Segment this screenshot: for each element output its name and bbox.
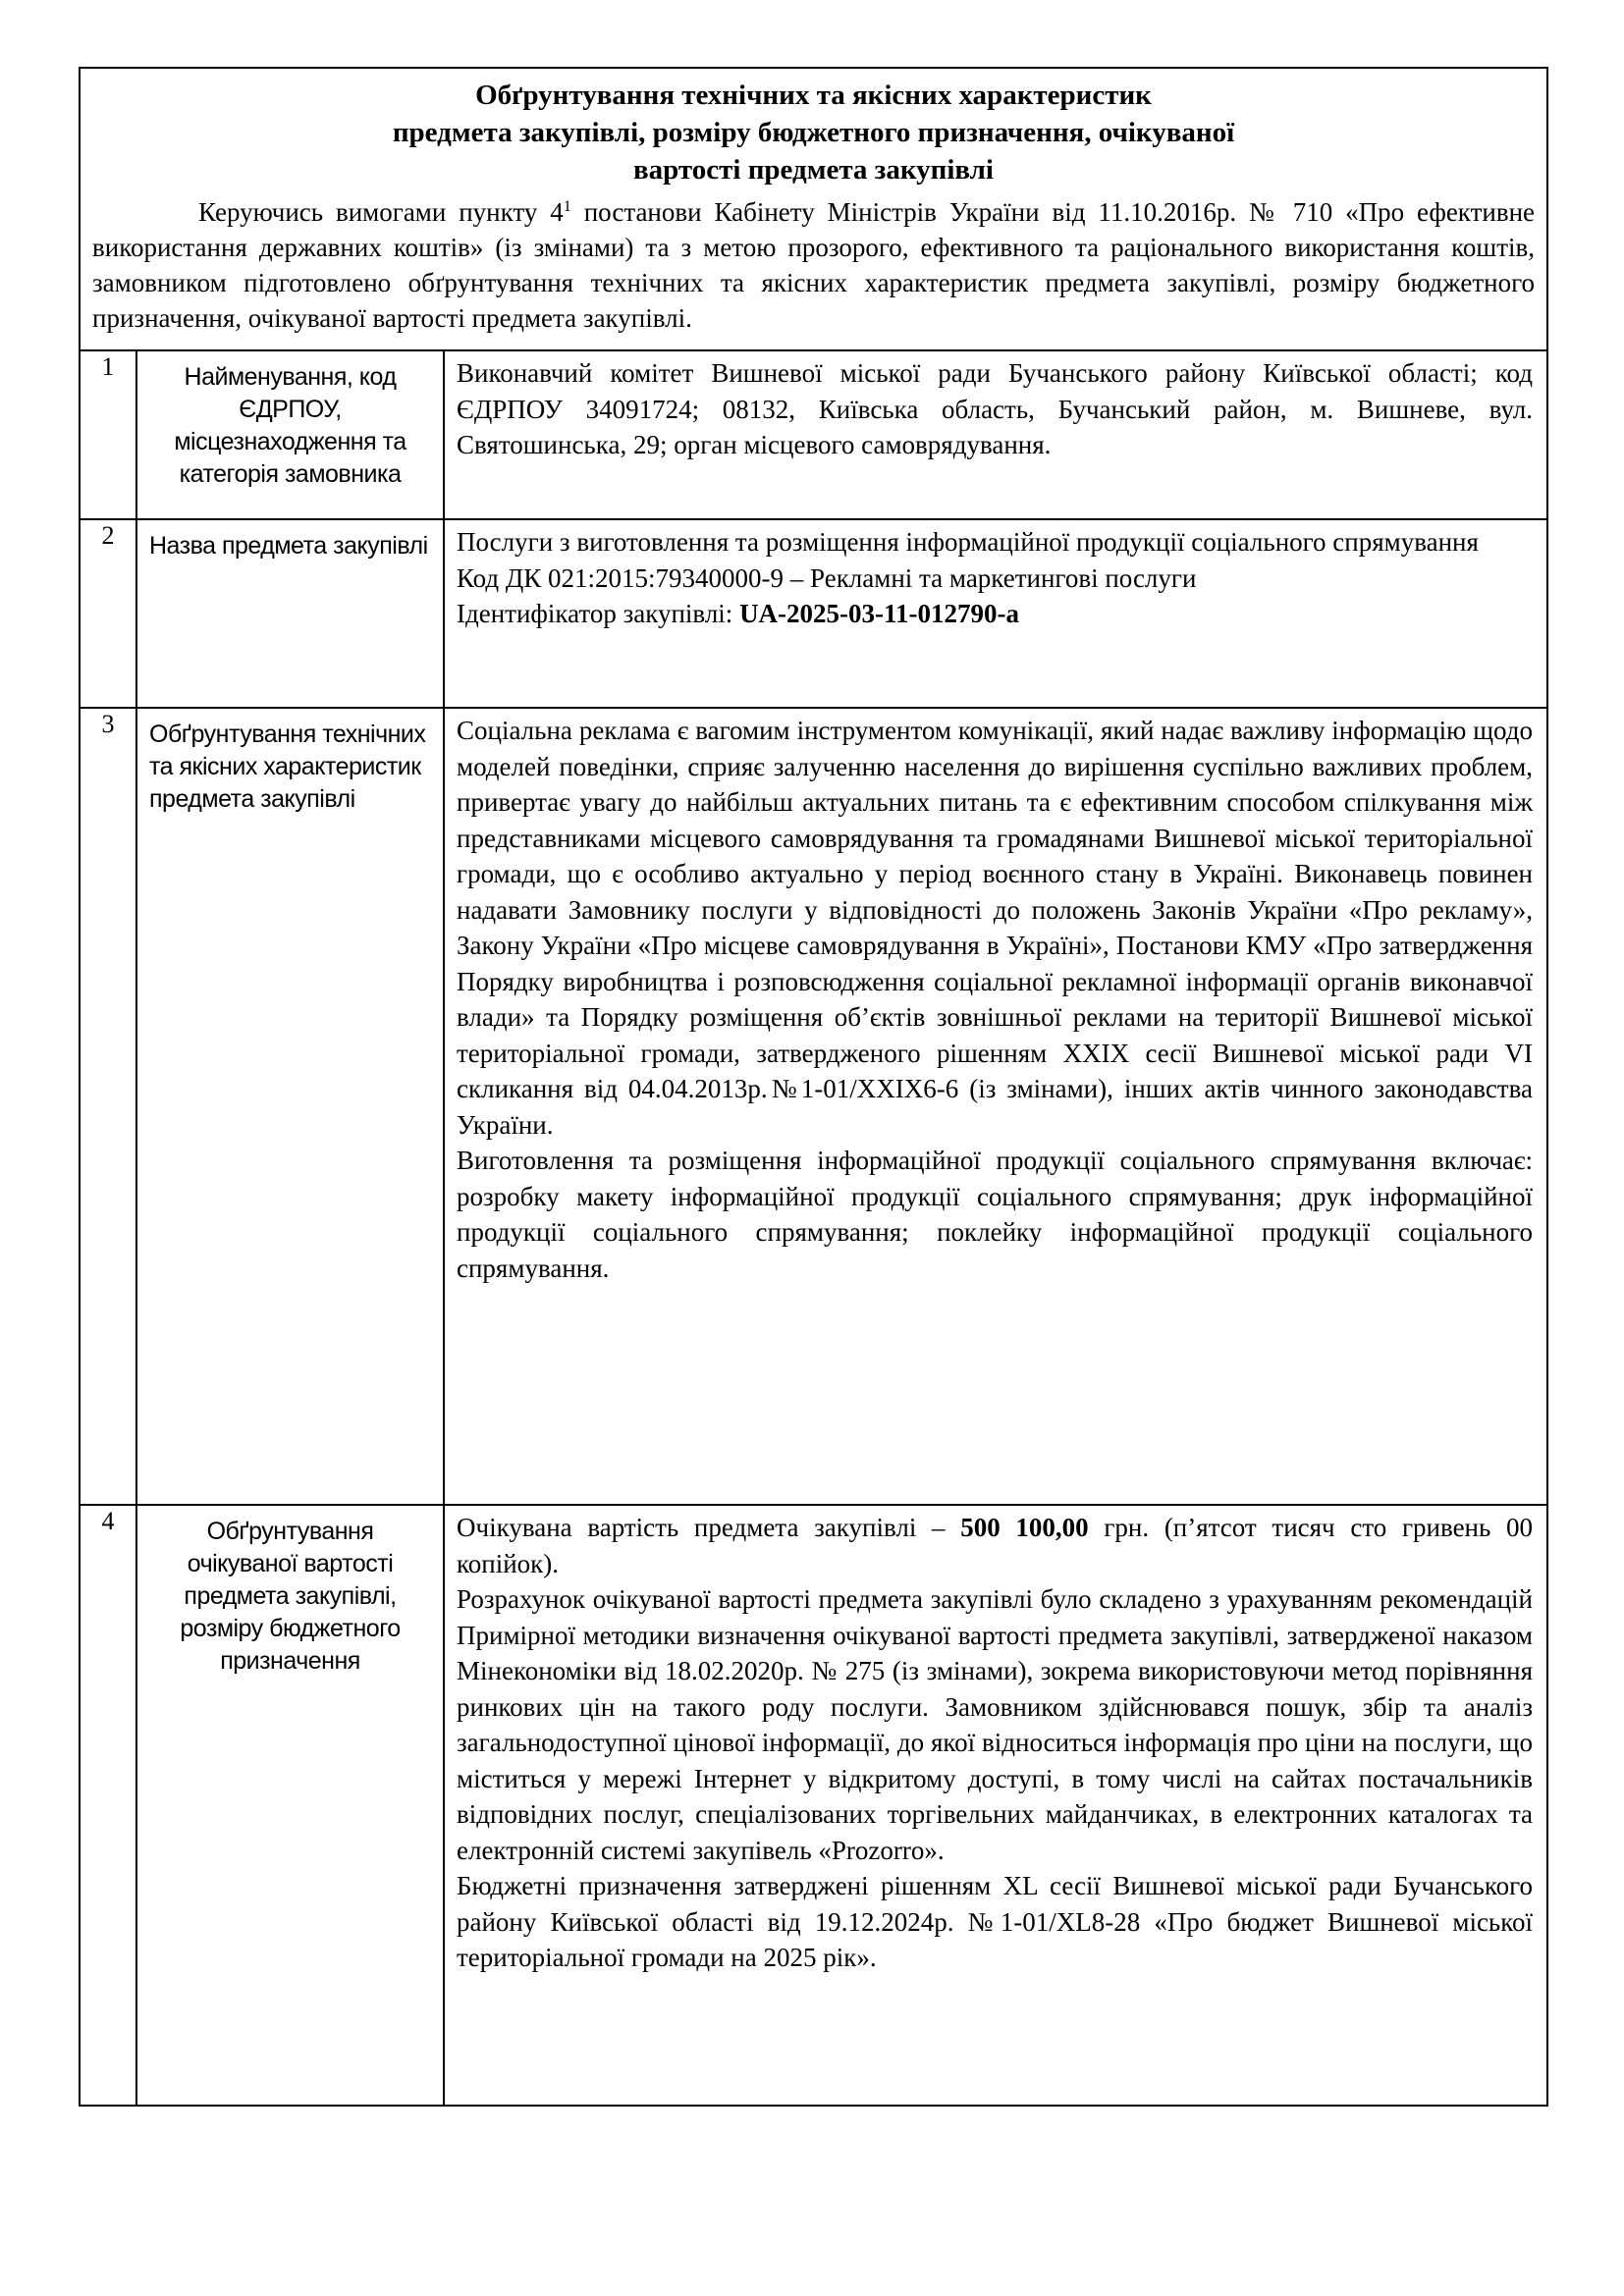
procurement-name: Послуги з виготовлення та розміщення інформаційної продукції соціального спрямування — [457, 527, 1479, 557]
title-line-3: вартості предмета закупівлі — [633, 154, 994, 186]
row-number: 3 — [80, 708, 136, 1505]
row-label: Обґрунтування технічних та якісних характеристик предмета закупівлі — [136, 708, 444, 1505]
expected-cost-prefix: Очікувана вартість предмета закупівлі – — [457, 1513, 961, 1542]
customer-details: Виконавчий комітет Вишневої міської ради Бучанського району Київської області; код ЄДРПОУ 34091724; 08132, Київська область, Бучанський район, м. Вишневе, вул. Святошинська, 29; орган місцевого самоврядування. — [457, 358, 1533, 459]
justification-table — [79, 67, 1548, 2107]
intro-superscript: 1 — [563, 197, 571, 215]
document-title — [92, 77, 1535, 188]
expected-cost-suffix: грн. (п’ятсот тисяч сто гривень 00 копійок). — [457, 1513, 1534, 1578]
row-label: Обґрунтування очікуваної вартості предмета закупівлі, розміру бюджетного призначення — [136, 1505, 444, 2106]
expected-cost-amount: 500 100,00 — [960, 1513, 1089, 1542]
table-row — [80, 708, 1547, 1505]
procurement-id-label: Ідентифікатор закупівлі: — [457, 599, 740, 628]
row-number: 2 — [80, 519, 136, 708]
row-value — [444, 350, 1547, 519]
row-value — [444, 708, 1547, 1505]
row-label: Найменування, код ЄДРПОУ, місцезнаходження та категорія замовника — [136, 350, 444, 519]
cost-calculation-paragraph: Розрахунок очікуваної вартості предмета закупівлі було складено з урахуванням рекомендацій Примірної методики визначення очікуваної вартості предмета закупівлі, затвердженої наказом Мінекономіки від 18.02.2020р. № 275 (із змінами), зокрема використовуючи метод порівняння ринкових цін на такого роду послуги. Замовником здійснювався пошук, збір та аналіз загальнодоступної цінової інформації, до якої відноситься інформація про ціни на послуги, що міститься у мережі Інтернет у відкритому доступі, в тому числі на сайтах постачальників відповідних послуг, спеціалізованих торгівельних майданчиках, в електронних каталогах та електронній системі закупівель «Prozorro». — [457, 1584, 1533, 1865]
row-number: 4 — [80, 1505, 136, 2106]
title-line-2: предмета закупівлі, розміру бюджетного призначення, очікуваної — [392, 117, 1235, 148]
table-row — [80, 1505, 1547, 2106]
row-number: 1 — [80, 350, 136, 519]
header-cell — [80, 68, 1547, 350]
justification-paragraph-2: Виготовлення та розміщення інформаційної продукції соціального спрямування включає: розробку макету інформаційної продукції соціального спрямування; друк інформаційної продукції соціального спрямування; поклейку інформаційної продукції соціального спрямування. — [457, 1146, 1533, 1283]
cpv-code: Код ДК 021:2015:79340000-9 – Рекламні та маркетингові послуги — [457, 562, 1197, 593]
document-page — [79, 67, 1548, 2107]
procurement-id-value: UA-2025-03-11-012790-a — [739, 599, 1020, 628]
row-value — [444, 519, 1547, 708]
procurement-id — [457, 596, 1533, 632]
justification-paragraph-1: Соціальна реклама є вагомим інструментом комунікації, який надає важливу інформацію щодо моделей поведінки, сприяє залученню населення до вирішення суспільно важливих проблем, привертає увагу до найбільш актуальних питань та є ефективним способом спілкування між представниками місцевого самоврядування та громадянами Вишневої міської територіальної громади, що є особливо актуально у період воєнного стану в Україні. Виконавець повинен надавати Замовнику послуги у відповідності до положень Законів України «Про рекламу», Закону України «Про місцеве самоврядування в Україні», Постанови КМУ «Про затвердження Порядку виробництва і розповсюдження соціальної рекламної інформації органів виконавчої влади» та Порядку розміщення об’єктів зовнішньої реклами на території Вишневої міської територіальної громади, затвердженого рішенням XXIX сесії Вишневої міської ради VI скликання від 04.04.2013р.№1-01/XXIX6-6 (із змінами), інших актів чинного законодавства України. — [457, 716, 1533, 1140]
title-line-1: Обґрунтування технічних та якісних характеристик — [475, 80, 1152, 111]
budget-paragraph: Бюджетні призначення затверджені рішенням XL сесії Вишневої міської ради Бучанського району Київської області від 19.12.2024р. №1-01/XL8-28 «Про бюджет Вишневої міської територіальної громади на 2025 рік». — [457, 1871, 1533, 1972]
intro-paragraph — [92, 194, 1535, 336]
intro-text-part1: Керуючись вимогами пункту 4 — [198, 197, 564, 227]
header-row — [80, 68, 1547, 350]
expected-cost — [457, 1510, 1533, 1581]
row-value — [444, 1505, 1547, 2106]
row-label: Назва предмета закупівлі — [136, 519, 444, 708]
table-row — [80, 350, 1547, 519]
intro-text-part2: постанови Кабінету Міністрів України від 11.10.2016р. № 710 «Про ефективне використання державних коштів» (із змінами) та з метою прозорого, ефективного та раціонального використання коштів, замовником підготовлено обґрунтування технічних та якісних характеристик предмета закупівлі, розміру бюджетного призначення, очікуваної вартості предмета закупівлі. — [92, 197, 1536, 333]
table-row — [80, 519, 1547, 708]
